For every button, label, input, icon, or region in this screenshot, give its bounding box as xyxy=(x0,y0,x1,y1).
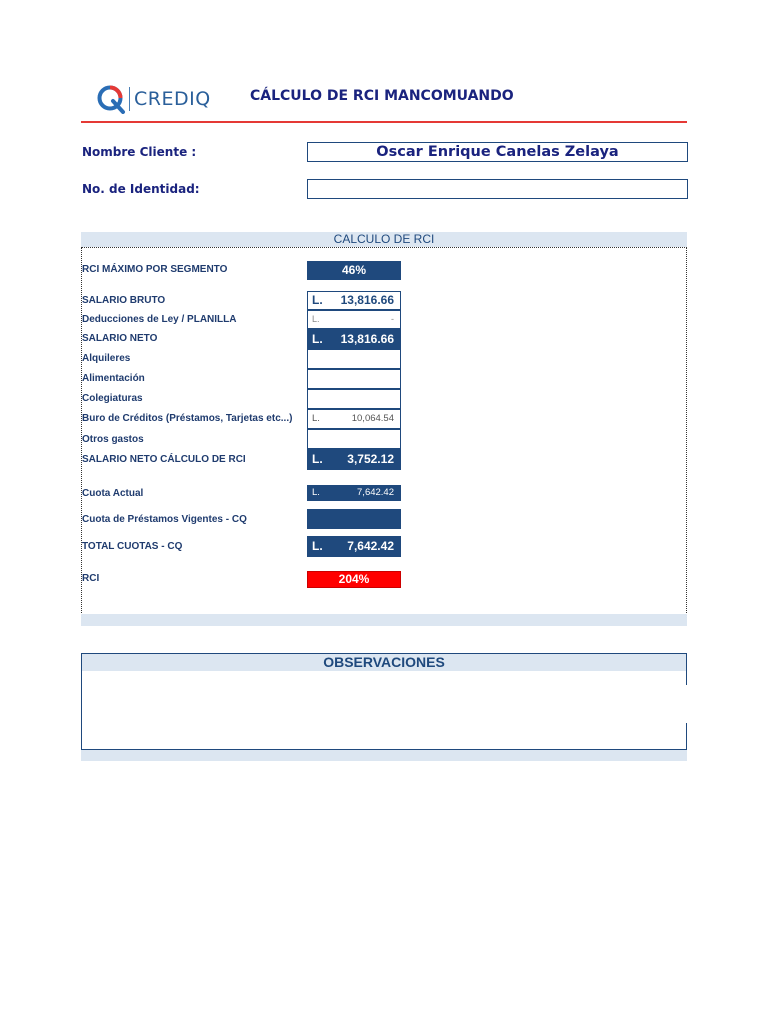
buro-cell[interactable] xyxy=(307,409,401,429)
cuota-actual-label: Cuota Actual xyxy=(82,488,144,499)
client-name-field[interactable]: Oscar Enrique Canelas Zelaya xyxy=(307,142,688,162)
cuota-actual-value: 7,642.42 xyxy=(357,487,394,498)
observaciones-heading: OBSERVACIONES xyxy=(81,653,687,671)
salario-neto-value: 13,816.66 xyxy=(340,332,394,346)
identity-label: No. de Identidad: xyxy=(82,182,200,196)
otros-gastos-label: Otros gastos xyxy=(82,434,144,445)
cuota-actual-cell[interactable] xyxy=(307,485,401,501)
rci-section-footer xyxy=(81,614,687,626)
total-cuotas-label: TOTAL CUOTAS - CQ xyxy=(82,541,183,552)
total-cuotas-cell[interactable] xyxy=(307,536,401,557)
rci-max-value[interactable]: 46% xyxy=(307,261,401,280)
salario-neto-rci-value: 3,752.12 xyxy=(347,452,394,466)
currency-symbol: L. xyxy=(312,293,323,307)
observaciones-border-right xyxy=(686,723,687,749)
observaciones-border-left xyxy=(81,670,82,749)
header-divider xyxy=(81,121,687,123)
alimentacion-label: Alimentación xyxy=(82,373,145,384)
logo-text: CREDIQ xyxy=(134,88,211,110)
deducciones-cell[interactable] xyxy=(307,310,401,329)
alimentacion-field[interactable] xyxy=(307,369,401,389)
client-name-label: Nombre Cliente : xyxy=(82,145,197,159)
cuota-vigentes-label: Cuota de Préstamos Vigentes - CQ xyxy=(82,514,247,525)
observaciones-border-right xyxy=(686,670,687,685)
salario-neto-cell[interactable] xyxy=(307,329,401,349)
rci-label: RCI xyxy=(82,573,100,584)
salario-bruto-label: SALARIO BRUTO xyxy=(82,295,166,306)
rci-max-label: RCI MÁXIMO POR SEGMENTO xyxy=(82,264,228,275)
rci-value[interactable]: 204% xyxy=(307,571,401,588)
alquileres-field[interactable] xyxy=(307,349,401,369)
currency-symbol: L. xyxy=(312,314,320,324)
currency-symbol: L. xyxy=(312,413,320,424)
salario-bruto-cell[interactable] xyxy=(307,291,401,310)
salario-bruto-value: 13,816.66 xyxy=(340,293,394,307)
buro-value: 10,064.54 xyxy=(351,413,394,424)
currency-symbol: L. xyxy=(312,452,323,466)
currency-symbol: L. xyxy=(312,539,323,553)
otros-gastos-field[interactable] xyxy=(307,429,401,449)
salario-neto-rci-label: SALARIO NETO CÁLCULO DE RCI xyxy=(82,454,246,465)
crediq-logo-icon xyxy=(96,84,126,114)
total-cuotas-value: 7,642.42 xyxy=(347,539,394,553)
identity-field[interactable] xyxy=(307,179,688,199)
observaciones-footer xyxy=(81,750,687,761)
deducciones-label: Deducciones de Ley / PLANILLA xyxy=(82,314,237,325)
salario-neto-rci-cell[interactable] xyxy=(307,449,401,470)
salario-neto-label: SALARIO NETO xyxy=(82,333,158,344)
buro-label: Buro de Créditos (Préstamos, Tarjetas etc...) xyxy=(82,413,293,424)
deducciones-value: - xyxy=(391,314,394,324)
observaciones-text-area[interactable] xyxy=(83,671,685,748)
colegiaturas-field[interactable] xyxy=(307,389,401,409)
colegiaturas-label: Colegiaturas xyxy=(82,393,143,404)
currency-symbol: L. xyxy=(312,332,323,346)
currency-symbol: L. xyxy=(312,487,320,498)
alquileres-label: Alquileres xyxy=(82,353,131,364)
rci-section-heading: CALCULO DE RCI xyxy=(81,232,687,247)
logo-separator xyxy=(129,87,130,111)
page-title: CÁLCULO DE RCI MANCOMUANDO xyxy=(250,88,514,104)
cuota-vigentes-field[interactable] xyxy=(307,509,401,529)
